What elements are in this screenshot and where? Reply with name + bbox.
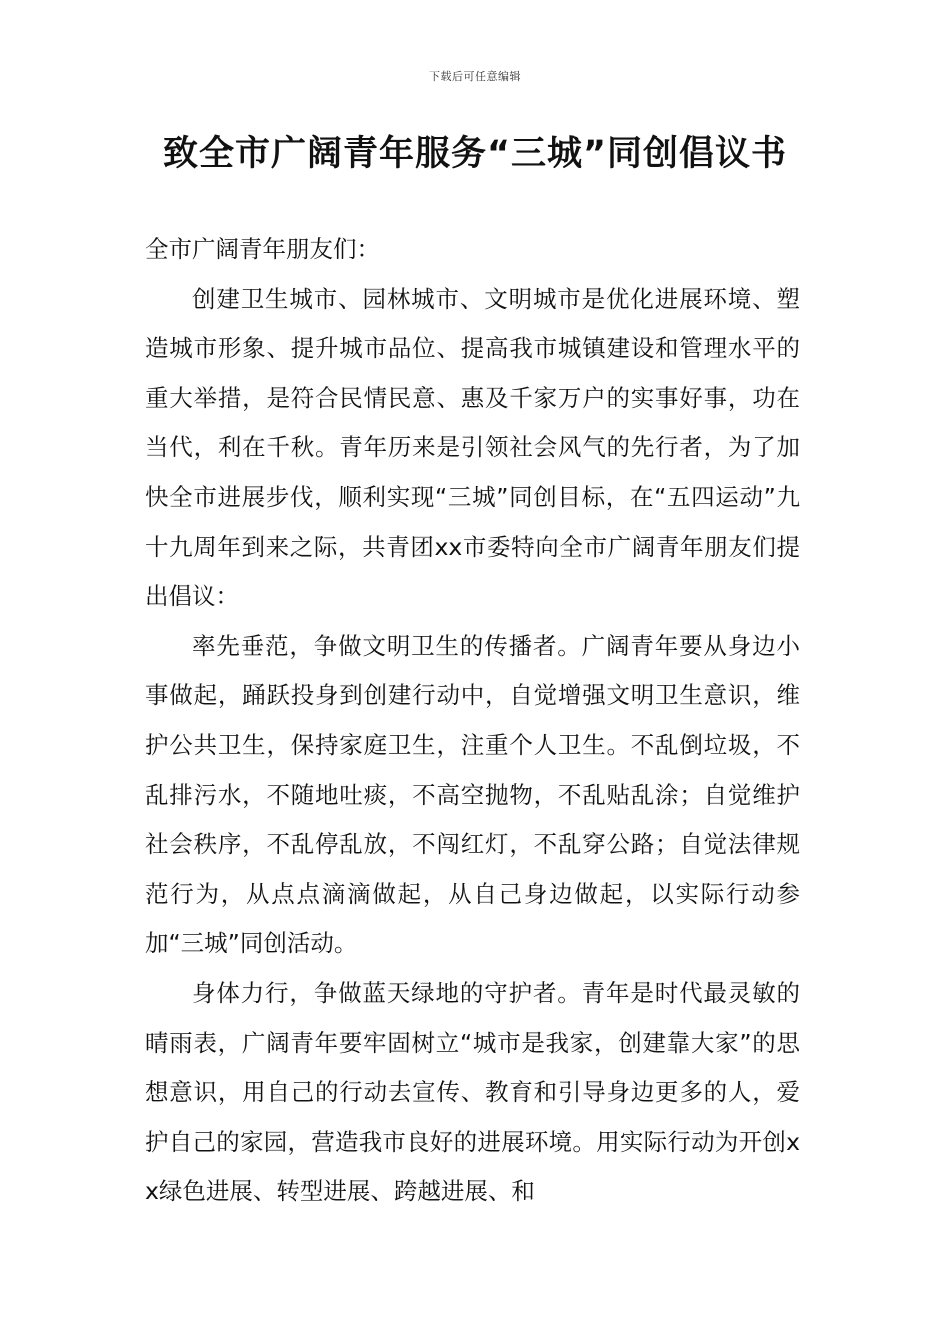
- document-body: [145, 225, 800, 1217]
- salutation: 全市广阔青年朋友们：: [145, 235, 380, 263]
- paragraph-civility: 率先垂范，争做文明卫生的传播者。广阔青年要从身边小事做起，踊跃投身到创建行动中，自觉增强文明卫生意识，维护公共卫生，保持家庭卫生，注重个人卫生。不乱倒垃圾，不乱排污水，不随地吐痰，不高空抛物，不乱贴乱涂；自觉维护社会秩序，不乱停乱放，不闯红灯，不乱穿公路；自觉法律规范行为，从点点滴滴做起，从自己身边做起，以实际行动参加“三城”同创活动。: [145, 631, 800, 958]
- header-watermark: 下载后可任意编辑: [429, 70, 521, 83]
- paragraph-intro: 创建卫生城市、园林城市、文明城市是优化进展环境、塑造城市形象、提升城市品位、提高我市城镇建设和管理水平的重大举措，是符合民情民意、惠及千家万户的实事好事，功在当代，利在千秋。青年历来是引领社会风气的先行者，为了加快全市进展步伐，顺利实现“三城”同创目标，在“五四运动”九十九周年到来之际，共青团xx市委特向全市广阔青年朋友们提出倡议：: [145, 284, 800, 611]
- document-title: 致全市广阔青年服务“三城”同创倡议书: [162, 134, 787, 174]
- paragraph-environment: 身体力行，争做蓝天绿地的守护者。青年是时代最灵敏的晴雨表，广阔青年要牢固树立“城市是我家，创建靠大家”的思想意识，用自己的行动去宣传、教育和引导身边更多的人，爱护自己的家园，营造我市良好的进展环境。用实际行动为开创xx绿色进展、转型进展、跨越进展、和: [145, 978, 800, 1206]
